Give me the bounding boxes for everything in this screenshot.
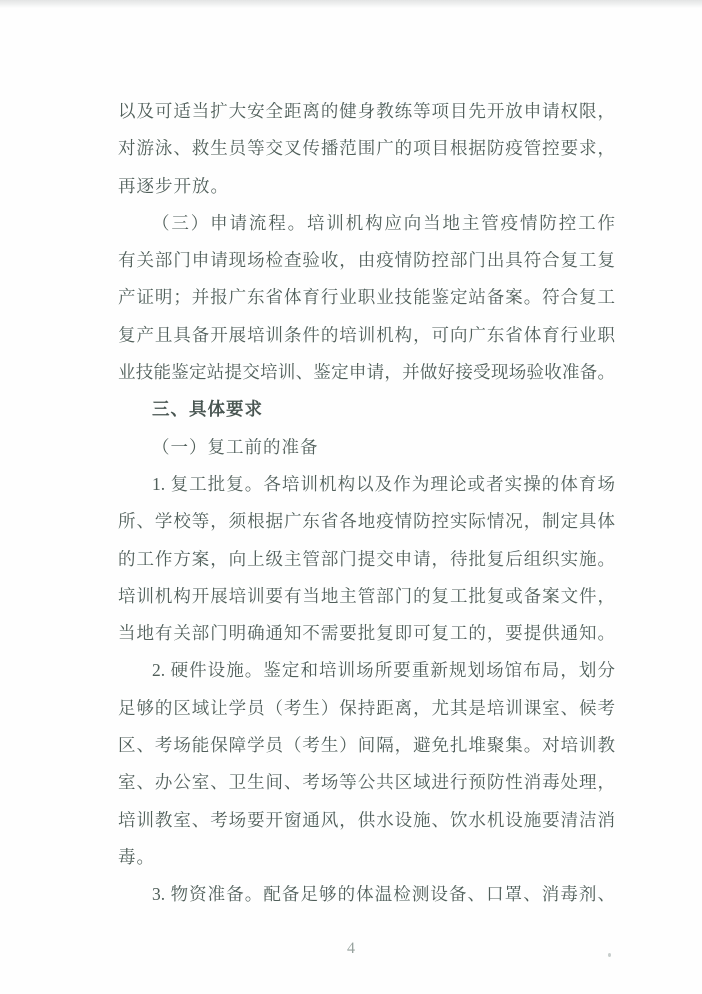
text-line: 当地有关部门明确通知不需要批复即可复工的，要提供通知。 — [118, 623, 615, 644]
text-line: 区、考场能保障学员（考生）间隔，避免扎堆聚集。对培训教 — [118, 735, 615, 756]
text-line: 对游泳、救生员等交叉传播范围广的项目根据防疫管控要求， — [118, 138, 615, 159]
page-number: 4 — [347, 940, 355, 957]
text-line: 有关部门申请现场检查验收，由疫情防控部门出具符合复工复 — [118, 250, 615, 271]
text-line: 2. 硬件设施。鉴定和培训场所要重新规划场馆布局，划分 — [152, 660, 615, 681]
text-line: 所、学校等，须根据广东省各地疫情防控实际情况，制定具体 — [118, 511, 615, 532]
scan-edge-artifact — [0, 0, 702, 8]
text-line: 业技能鉴定站提交培训、鉴定申请，并做好接受现场验收准备。 — [118, 362, 615, 383]
text-line: 培训机构开展培训要有当地主管部门的复工批复或备案文件， — [118, 585, 615, 606]
text-line: 毒。 — [118, 846, 155, 867]
document-body — [118, 93, 615, 914]
text-line: （三）申请流程。培训机构应向当地主管疫情防控工作 — [152, 212, 615, 233]
text-line: 产证明；并报广东省体育行业职业技能鉴定站备案。符合复工 — [118, 287, 615, 308]
text-line: 再逐步开放。 — [118, 175, 229, 196]
text-line: 培训教室、考场要开窗通风，供水设施、饮水机设施要清洁消 — [118, 809, 615, 830]
text-line: 足够的区域让学员（考生）保持距离，尤其是培训课室、候考 — [118, 697, 615, 718]
text-line: 室、办公室、卫生间、考场等公共区域进行预防性消毒处理， — [118, 772, 615, 793]
text-line: 3. 物资准备。配备足够的体温检测设备、口罩、消毒剂、 — [152, 884, 615, 905]
text-line: 的工作方案，向上级主管部门提交申请，待批复后组织实施。 — [118, 548, 615, 569]
section-heading-line: 三、具体要求 — [152, 399, 263, 420]
text-line: 以及可适当扩大安全距离的健身教练等项目先开放申请权限， — [118, 101, 615, 121]
text-line: 1. 复工批复。各培训机构以及作为理论或者实操的体育场 — [152, 473, 615, 494]
text-line: 复产且具备开展培训条件的培训机构，可向广东省体育行业职 — [118, 324, 615, 345]
scan-speck — [608, 953, 611, 957]
text-line: （一）复工前的准备 — [152, 436, 319, 457]
